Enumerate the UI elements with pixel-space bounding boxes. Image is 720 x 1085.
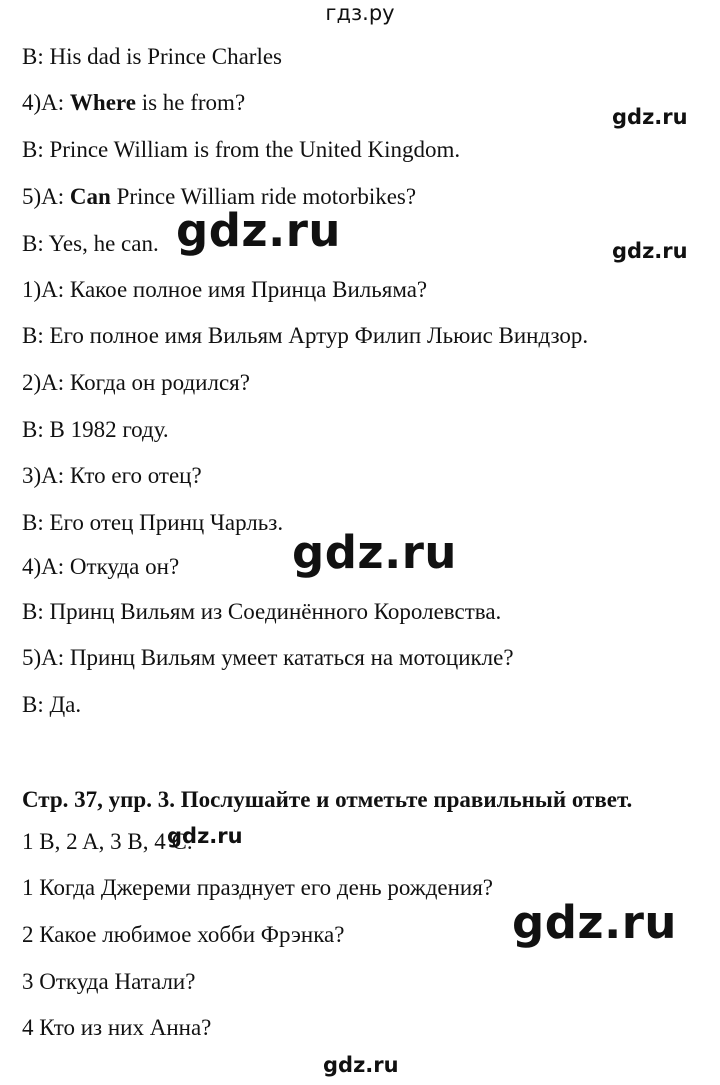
line-prefix: 5)A: bbox=[22, 184, 70, 209]
text-line: B: Yes, he can. bbox=[22, 231, 159, 256]
text-line: 5)A: Принц Вильям умеет кататься на мотоцикле? bbox=[22, 645, 514, 670]
text-line: B: Его полное имя Вильям Артур Филип Льюис Виндзор. bbox=[22, 323, 589, 348]
exercise-heading: Стр. 37, упр. 3. Послушайте и отметьте правильный ответ. bbox=[22, 787, 633, 812]
text-line: B: Его отец Принц Чарльз. bbox=[22, 510, 284, 535]
answer-line: 1 B, 2 A, 3 B, 4 C. bbox=[22, 829, 193, 854]
text-line: B: Принц Вильям из Соединённого Королевства. bbox=[22, 599, 502, 624]
line-suffix: is he from? bbox=[135, 90, 246, 115]
text-line: B: В 1982 году. bbox=[22, 417, 169, 442]
question-line: 4 Кто из них Анна? bbox=[22, 1015, 212, 1040]
bold-word: Where bbox=[69, 90, 136, 115]
watermark: gdz.ru bbox=[612, 239, 688, 263]
line-prefix: 4)A: bbox=[22, 90, 70, 115]
watermark: gdz.ru bbox=[176, 204, 341, 257]
text-line: 4)A: Откуда он? bbox=[22, 554, 180, 579]
watermark: gdz.ru bbox=[612, 105, 688, 129]
text-line: 3)A: Кто его отец? bbox=[22, 463, 202, 488]
bold-word: Can bbox=[69, 184, 111, 209]
watermark: gdz.ru bbox=[323, 1053, 399, 1077]
question-line: 1 Когда Джереми празднует его день рождения? bbox=[22, 875, 494, 900]
watermark: gdz.ru bbox=[167, 824, 243, 848]
text-line: B: Prince William is from the United Kingdom. bbox=[22, 137, 461, 162]
site-header: гдз.ру bbox=[325, 1, 395, 25]
watermark: gdz.ru bbox=[512, 896, 677, 949]
text-line bbox=[22, 89, 245, 117]
text-line: 1)A: Какое полное имя Принца Вильяма? bbox=[22, 277, 428, 302]
watermark: gdz.ru bbox=[292, 526, 457, 579]
line-suffix: Prince William ride motorbikes? bbox=[110, 184, 417, 209]
question-line: 2 Какое любимое хобби Фрэнка? bbox=[22, 922, 345, 947]
text-line: B: Да. bbox=[22, 692, 82, 717]
question-line: 3 Откуда Натали? bbox=[22, 969, 196, 994]
text-line: B: His dad is Prince Charles bbox=[22, 44, 282, 69]
text-line: 2)A: Когда он родился? bbox=[22, 370, 250, 395]
